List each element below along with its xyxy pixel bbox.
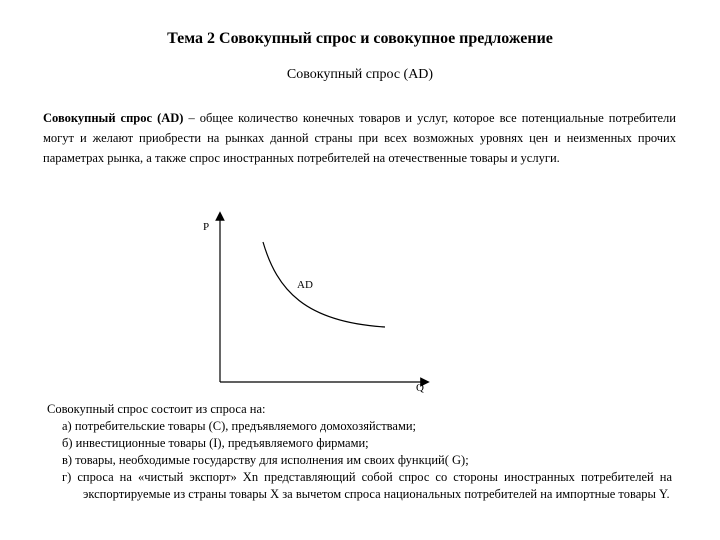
components-lead: Совокупный спрос состоит из спроса на: [47,402,266,416]
ad-curve [263,242,385,327]
section-subtitle: Совокупный спрос (AD) [286,67,434,82]
page-title: Тема 2 Совокупный спрос и совокупное предложение [167,30,553,47]
ad-curve-diagram [195,210,435,395]
x-axis-label: Q [416,382,424,394]
list-item: в) товары, необходимые государству для исполнения им своих функций( G); [62,453,469,467]
components-list [47,401,672,503]
curve-label: AD [297,279,313,291]
list-item: г) спроса на «чистый экспорт» Xn представляющий собой спрос со стороны иностранных потребителей на экспортируемые из страны товары X за вычетом спроса национальных потребителей на импортные товары Y. [62,470,672,501]
definition-term: Совокупный спрос (AD) [43,111,184,125]
definition-paragraph [43,108,676,168]
y-axis-label: P [203,221,210,233]
list-item: а) потребительские товары (C), предъявляемого домохозяйствами; [62,419,417,433]
list-item: б) инвестиционные товары (I), предъявляемого фирмами; [62,436,369,450]
definition-text: – общее количество конечных товаров и услуг, которое все потенциальные потребители могут и желают приобрести на рынках данной страны при всех возможных уровнях цен и неизменных прочих параметрах рынка, а также спрос иностранных потребителей на отечественные товары и услуги. [43,111,676,165]
